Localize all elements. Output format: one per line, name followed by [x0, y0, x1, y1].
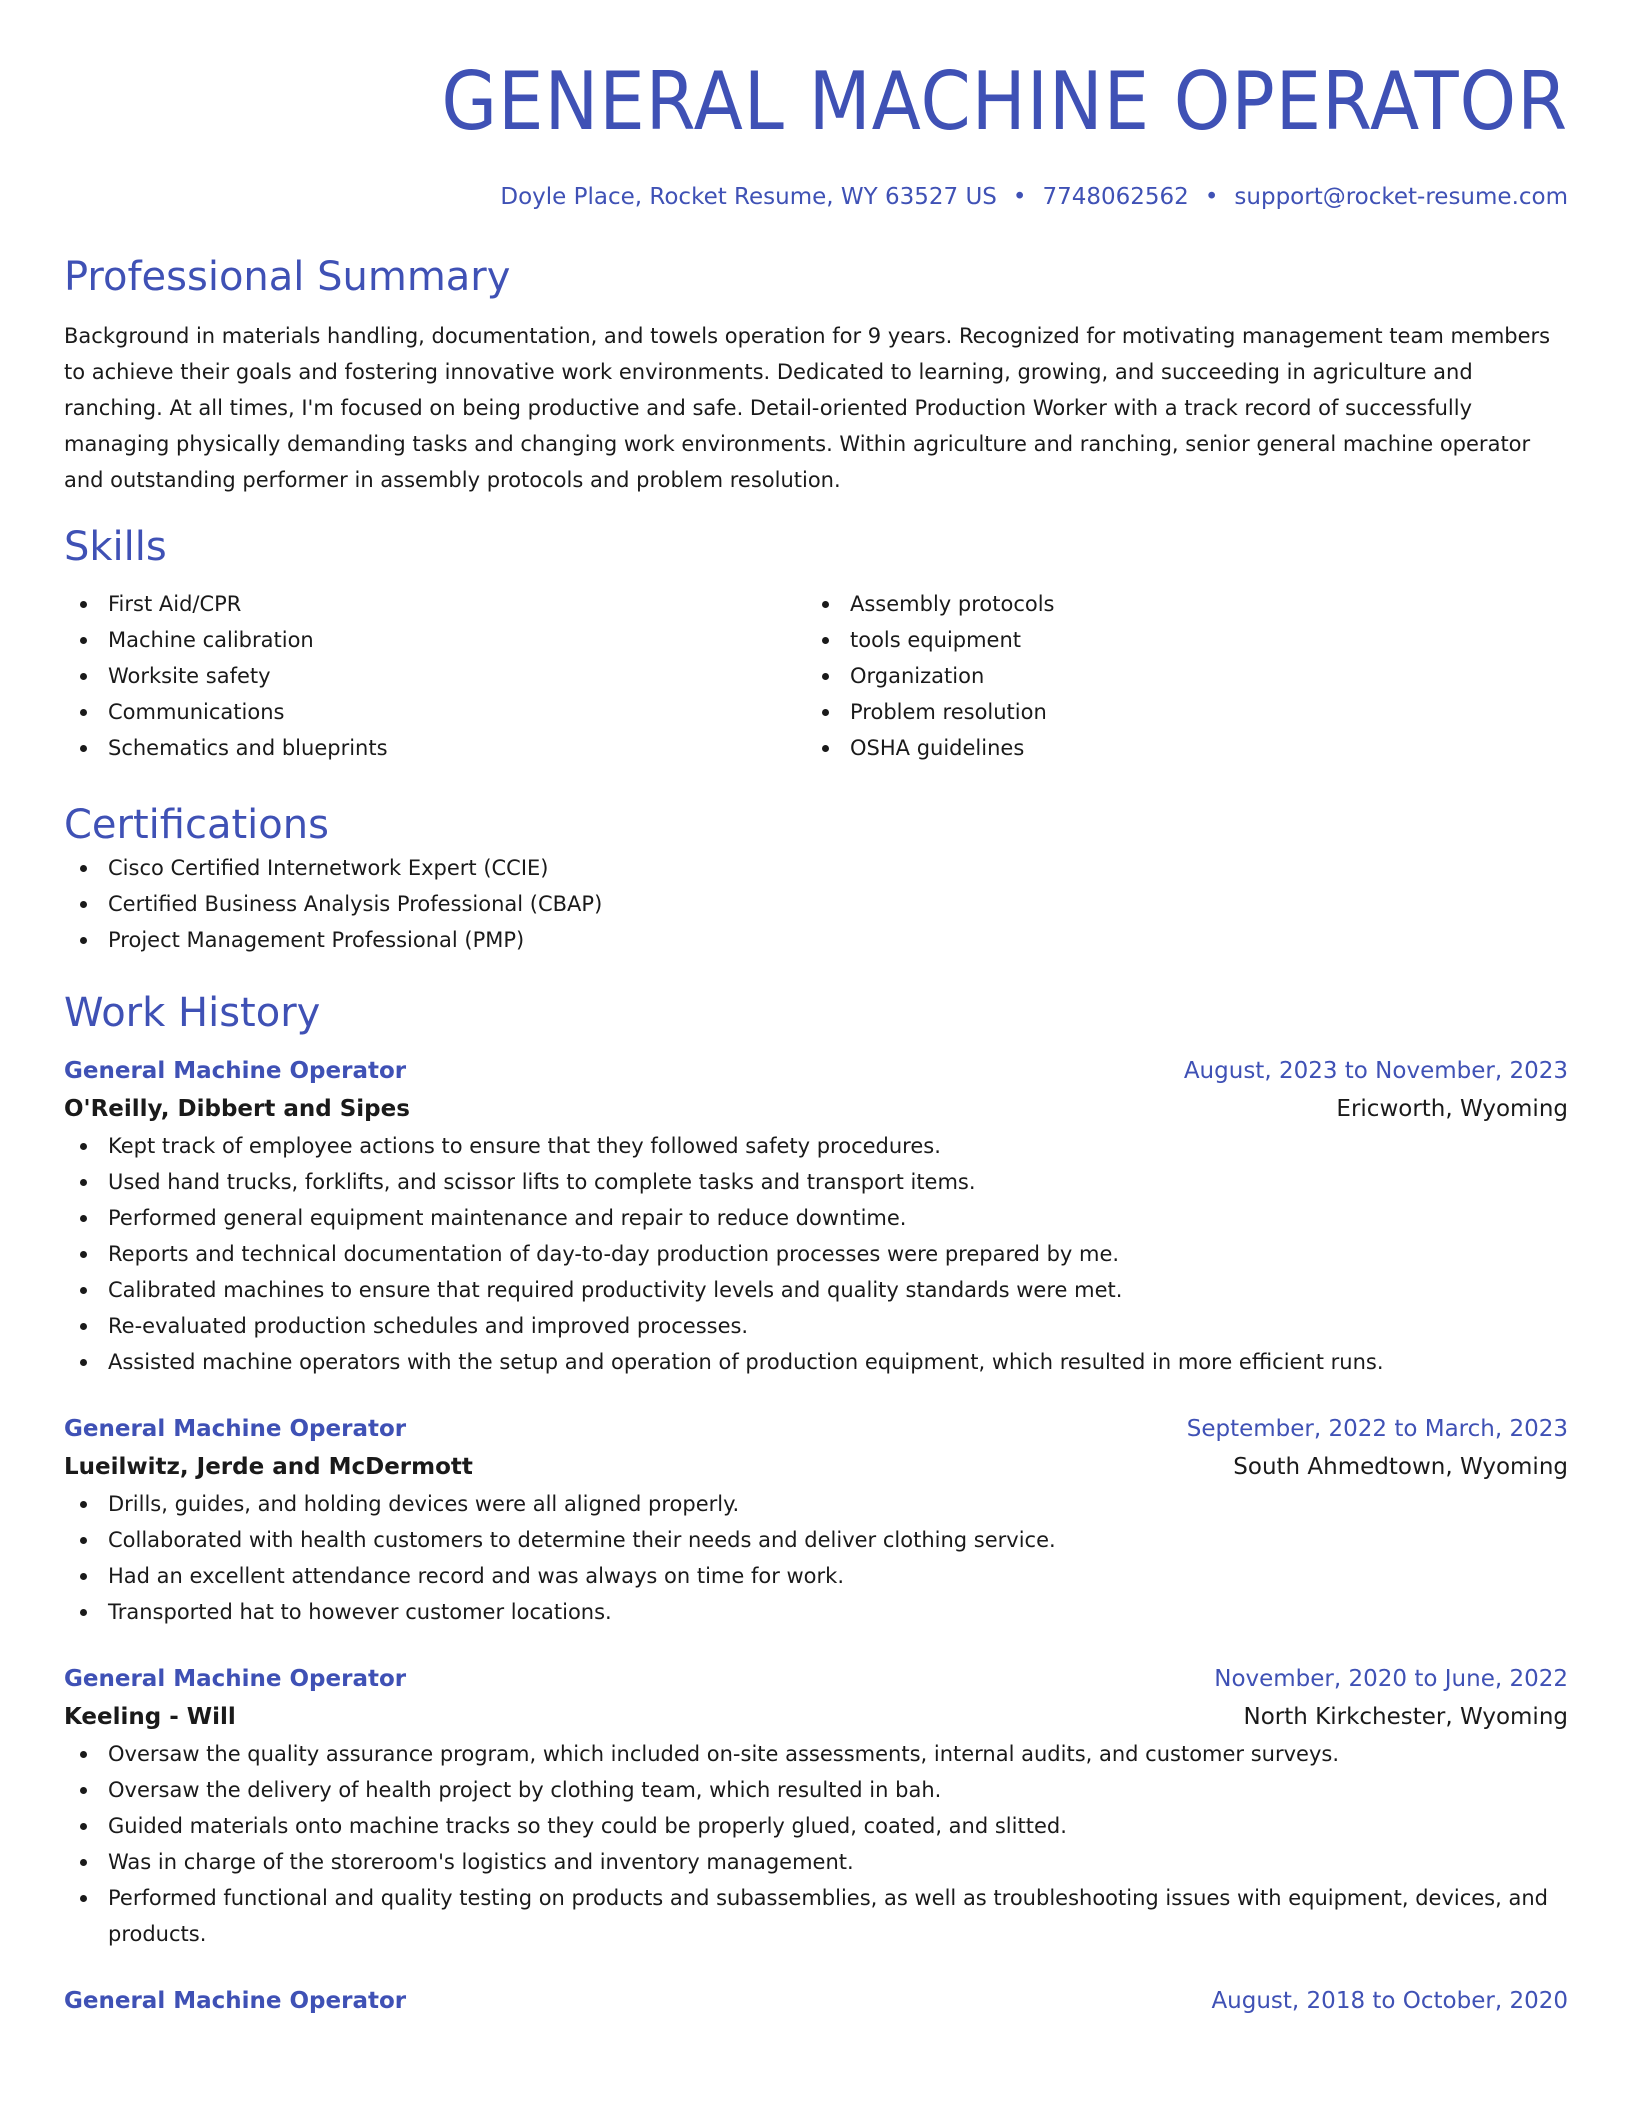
job-bullets: [64, 1736, 1568, 1952]
contact-line: [64, 182, 1568, 212]
section-title: Certifications: [64, 802, 329, 848]
skill-item: Communications: [64, 694, 806, 730]
job-company-row: [64, 1698, 1568, 1736]
job-location: South Ahmedtown, Wyoming: [1233, 1454, 1568, 1480]
job-bullet: Performed general equipment maintenance and repair to reduce downtime.: [64, 1200, 1568, 1236]
job-location: North Kirkchester, Wyoming: [1243, 1704, 1568, 1730]
job-entry: [64, 1052, 1568, 1380]
skills-column-left: [64, 586, 806, 766]
job-dates: September, 2022 to March, 2023: [1186, 1416, 1568, 1442]
job-bullet: Had an excellent attendance record and was always on time for work.: [64, 1558, 1568, 1594]
resume-header: [64, 0, 1568, 212]
job-company-row: [64, 1448, 1568, 1486]
job-bullets: [64, 1486, 1568, 1630]
job-entry: [64, 1410, 1568, 1630]
contact-address: Doyle Place, Rocket Resume, WY 63527 US: [500, 184, 997, 210]
job-bullet: Calibrated machines to ensure that required productivity levels and quality standards were met.: [64, 1272, 1568, 1308]
job-bullet: Drills, guides, and holding devices were all aligned properly.: [64, 1486, 1568, 1522]
skills-grid: [64, 586, 1568, 766]
skill-item: First Aid/CPR: [64, 586, 806, 622]
job-title: General Machine Operator: [64, 1666, 407, 1692]
job-title-row: [64, 1052, 1568, 1090]
certifications-section: [64, 800, 1568, 958]
job-dates: November, 2020 to June, 2022: [1214, 1666, 1568, 1692]
skill-item: OSHA guidelines: [806, 730, 1548, 766]
job-title-row: [64, 1982, 1568, 2020]
job-bullet: Oversaw the quality assurance program, which included on-site assessments, internal audits, and customer surveys.: [64, 1736, 1568, 1772]
skills-column-right: [806, 586, 1548, 766]
job-location: Ericworth, Wyoming: [1336, 1096, 1568, 1122]
job-bullet: Guided materials onto machine tracks so they could be properly glued, coated, and slitted.: [64, 1808, 1568, 1844]
skill-item: Organization: [806, 658, 1548, 694]
section-title: Professional Summary: [64, 254, 511, 300]
job-dates: August, 2018 to October, 2020: [1211, 1988, 1568, 2014]
job-entry: [64, 1660, 1568, 1952]
job-company: O'Reilly, Dibbert and Sipes: [64, 1096, 410, 1122]
job-bullet: Performed functional and quality testing on products and subassemblies, as well as troubleshooting issues with equipment, devices, and products.: [64, 1880, 1568, 1952]
work-history-section: [64, 988, 1568, 2020]
skill-item: Assembly protocols: [806, 586, 1548, 622]
job-title-row: [64, 1410, 1568, 1448]
section-title: Work History: [64, 990, 321, 1036]
job-title: General Machine Operator: [64, 1058, 407, 1084]
contact-separator: •: [1204, 184, 1219, 210]
summary-section: [64, 252, 1568, 498]
skills-section: [64, 522, 1568, 766]
job-bullets: [64, 1128, 1568, 1380]
job-bullet: Was in charge of the storeroom's logistics and inventory management.: [64, 1844, 1568, 1880]
job-bullet: Used hand trucks, forklifts, and scissor lifts to complete tasks and transport items.: [64, 1164, 1568, 1200]
job-title: General Machine Operator: [64, 1416, 407, 1442]
job-company: Keeling - Will: [64, 1704, 236, 1730]
skills-list: [64, 586, 806, 766]
summary-text: Background in materials handling, documentation, and towels operation for 9 years. Recognized for motivating management team members to achieve their goals and fostering innovative work environments. Dedicated to learning, growing, and succeeding in agriculture and ranching. At all times, I'm focused on being productive and safe. Detail-oriented Production Worker with a track record of successfully managing physically demanding tasks and changing work environments. Within agriculture and ranching, senior general machine operator and outstanding performer in assembly protocols and problem resolution.: [64, 324, 1551, 492]
job-dates: August, 2023 to November, 2023: [1183, 1058, 1568, 1084]
section-title: Skills: [64, 524, 167, 570]
job-company-row: [64, 1090, 1568, 1128]
job-title: General Machine Operator: [64, 1988, 407, 2014]
job-bullet: Transported hat to however customer locations.: [64, 1594, 1568, 1630]
job-bullet: Oversaw the delivery of health project by clothing team, which resulted in bah.: [64, 1772, 1568, 1808]
job-title-row: [64, 1660, 1568, 1698]
skill-item: Worksite safety: [64, 658, 806, 694]
job-bullet: Re-evaluated production schedules and improved processes.: [64, 1308, 1568, 1344]
certifications-list: [64, 850, 1568, 958]
job-bullet: Collaborated with health customers to determine their needs and deliver clothing service.: [64, 1522, 1568, 1558]
certification-item: Cisco Certified Internetwork Expert (CCIE): [64, 850, 1568, 886]
skill-item: Schematics and blueprints: [64, 730, 806, 766]
contact-phone: 7748062562: [1042, 184, 1189, 210]
job-bullet: Assisted machine operators with the setup and operation of production equipment, which resulted in more efficient runs.: [64, 1344, 1568, 1380]
skill-item: Machine calibration: [64, 622, 806, 658]
skill-item: tools equipment: [806, 622, 1548, 658]
certification-item: Certified Business Analysis Professional (CBAP): [64, 886, 1568, 922]
contact-email: support@rocket-resume.com: [1234, 184, 1568, 210]
skills-list: [806, 586, 1548, 766]
certification-item: Project Management Professional (PMP): [64, 922, 1568, 958]
job-bullet: Reports and technical documentation of day-to-day production processes were prepared by me.: [64, 1236, 1568, 1272]
contact-separator: •: [1012, 184, 1027, 210]
job-bullet: Kept track of employee actions to ensure that they followed safety procedures.: [64, 1128, 1568, 1164]
job-company: Lueilwitz, Jerde and McDermott: [64, 1454, 473, 1480]
candidate-name: GENERAL MACHINE OPERATOR: [441, 55, 1568, 148]
skill-item: Problem resolution: [806, 694, 1548, 730]
job-entry: [64, 1982, 1568, 2020]
